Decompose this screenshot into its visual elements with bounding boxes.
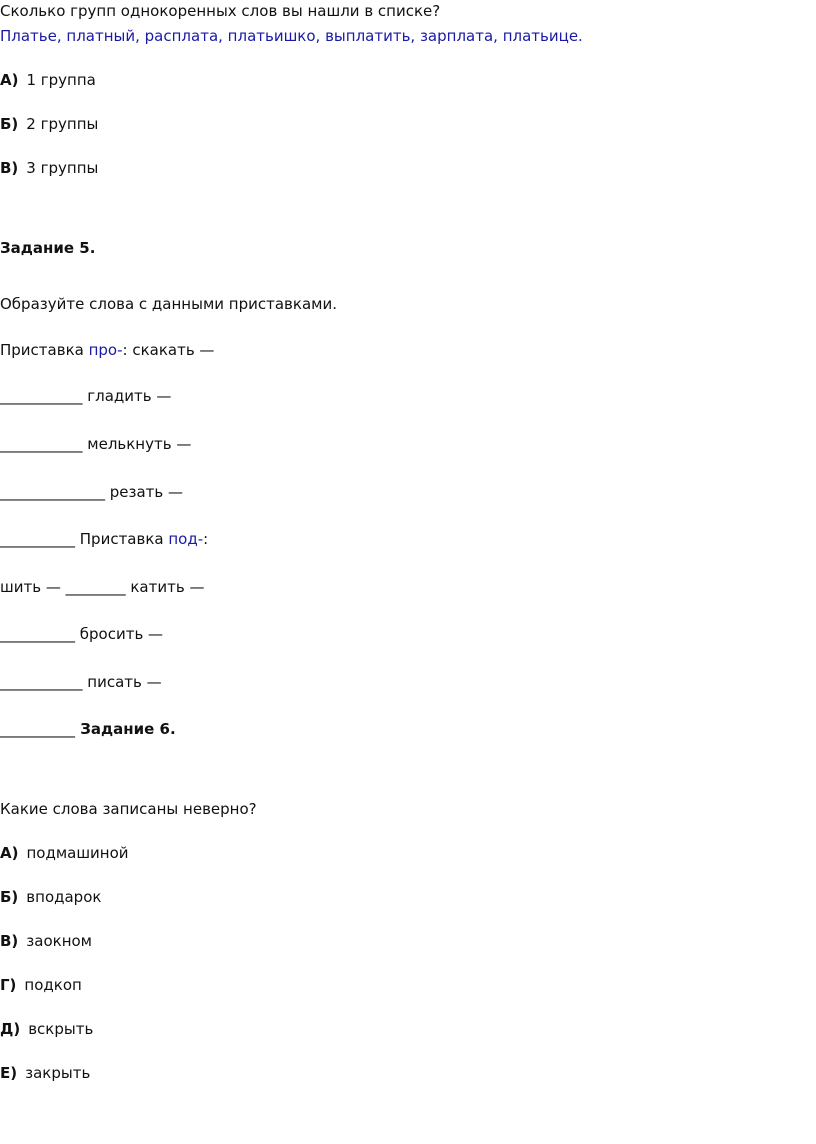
task6-question: Какие слова записаны неверно? bbox=[0, 800, 257, 818]
option-text: 1 группа bbox=[26, 71, 96, 89]
shit-line bbox=[0, 577, 204, 597]
option-v bbox=[0, 931, 92, 951]
answer-blank: __________ bbox=[0, 625, 75, 643]
option-text: закрыть bbox=[25, 1064, 91, 1082]
word-text: резать — bbox=[105, 483, 184, 501]
option-e bbox=[0, 1063, 90, 1083]
task6-title-line bbox=[0, 719, 176, 739]
option-text: вподарок bbox=[26, 888, 102, 906]
rezat-line bbox=[0, 482, 183, 502]
answer-blank: ___________ bbox=[0, 387, 83, 405]
question-text: Сколько групп однокоренных слов вы нашли в списке? bbox=[0, 2, 441, 20]
option-letter: Д) bbox=[0, 1020, 21, 1038]
answer-blank: __________ bbox=[0, 530, 75, 548]
task6-title: Задание 6. bbox=[75, 720, 176, 738]
prefix-pod: под- bbox=[168, 530, 204, 548]
prefix-tail: : скакать — bbox=[122, 341, 215, 359]
prefix-tail: : bbox=[203, 530, 209, 548]
option-letter: Б) bbox=[0, 115, 19, 133]
answer-blank: ___________ bbox=[0, 673, 83, 691]
word-text: писать — bbox=[82, 673, 162, 691]
option-text: подмашиной bbox=[26, 844, 129, 862]
option-letter: А) bbox=[0, 71, 19, 89]
answer-blank: ________ bbox=[65, 578, 126, 596]
prefix-label: Приставка bbox=[75, 530, 169, 548]
option-letter: Е) bbox=[0, 1064, 18, 1082]
prefix-label: Приставка bbox=[0, 341, 89, 359]
word-list: Платье, платный, расплата, платьишко, выплатить, зарплата, платьице. bbox=[0, 27, 583, 45]
word-text: гладить — bbox=[82, 387, 172, 405]
option-text: заокном bbox=[26, 932, 93, 950]
pisat-line bbox=[0, 672, 162, 692]
answer-blank: __________ bbox=[0, 720, 75, 738]
answer-blank: ______________ bbox=[0, 483, 105, 501]
answer-blank: ___________ bbox=[0, 435, 83, 453]
word-text: бросить — bbox=[75, 625, 164, 643]
option-letter: В) bbox=[0, 159, 19, 177]
melknut-line bbox=[0, 434, 191, 454]
option-letter: А) bbox=[0, 844, 19, 862]
prefix-pro-line bbox=[0, 340, 214, 360]
option-b bbox=[0, 887, 101, 907]
word-text: шить — bbox=[0, 578, 66, 596]
option-letter: В) bbox=[0, 932, 19, 950]
brosit-line bbox=[0, 624, 163, 644]
option-a bbox=[0, 70, 96, 90]
option-text: 3 группы bbox=[26, 159, 99, 177]
option-v bbox=[0, 158, 98, 178]
option-b bbox=[0, 114, 98, 134]
option-text: подкоп bbox=[24, 976, 82, 994]
word-text: катить — bbox=[125, 578, 205, 596]
task5-title: Задание 5. bbox=[0, 239, 96, 257]
prefix-pro: про- bbox=[88, 341, 123, 359]
option-text: 2 группы bbox=[26, 115, 99, 133]
gladit-line bbox=[0, 386, 171, 406]
task5-instruction: Образуйте слова с данными приставками. bbox=[0, 295, 337, 313]
option-letter: Б) bbox=[0, 888, 19, 906]
prefix-pod-line bbox=[0, 529, 208, 549]
option-a bbox=[0, 843, 129, 863]
word-text: мелькнуть — bbox=[82, 435, 192, 453]
option-text: вскрыть bbox=[28, 1020, 94, 1038]
option-g bbox=[0, 975, 82, 995]
option-letter: Г) bbox=[0, 976, 17, 994]
option-d bbox=[0, 1019, 93, 1039]
